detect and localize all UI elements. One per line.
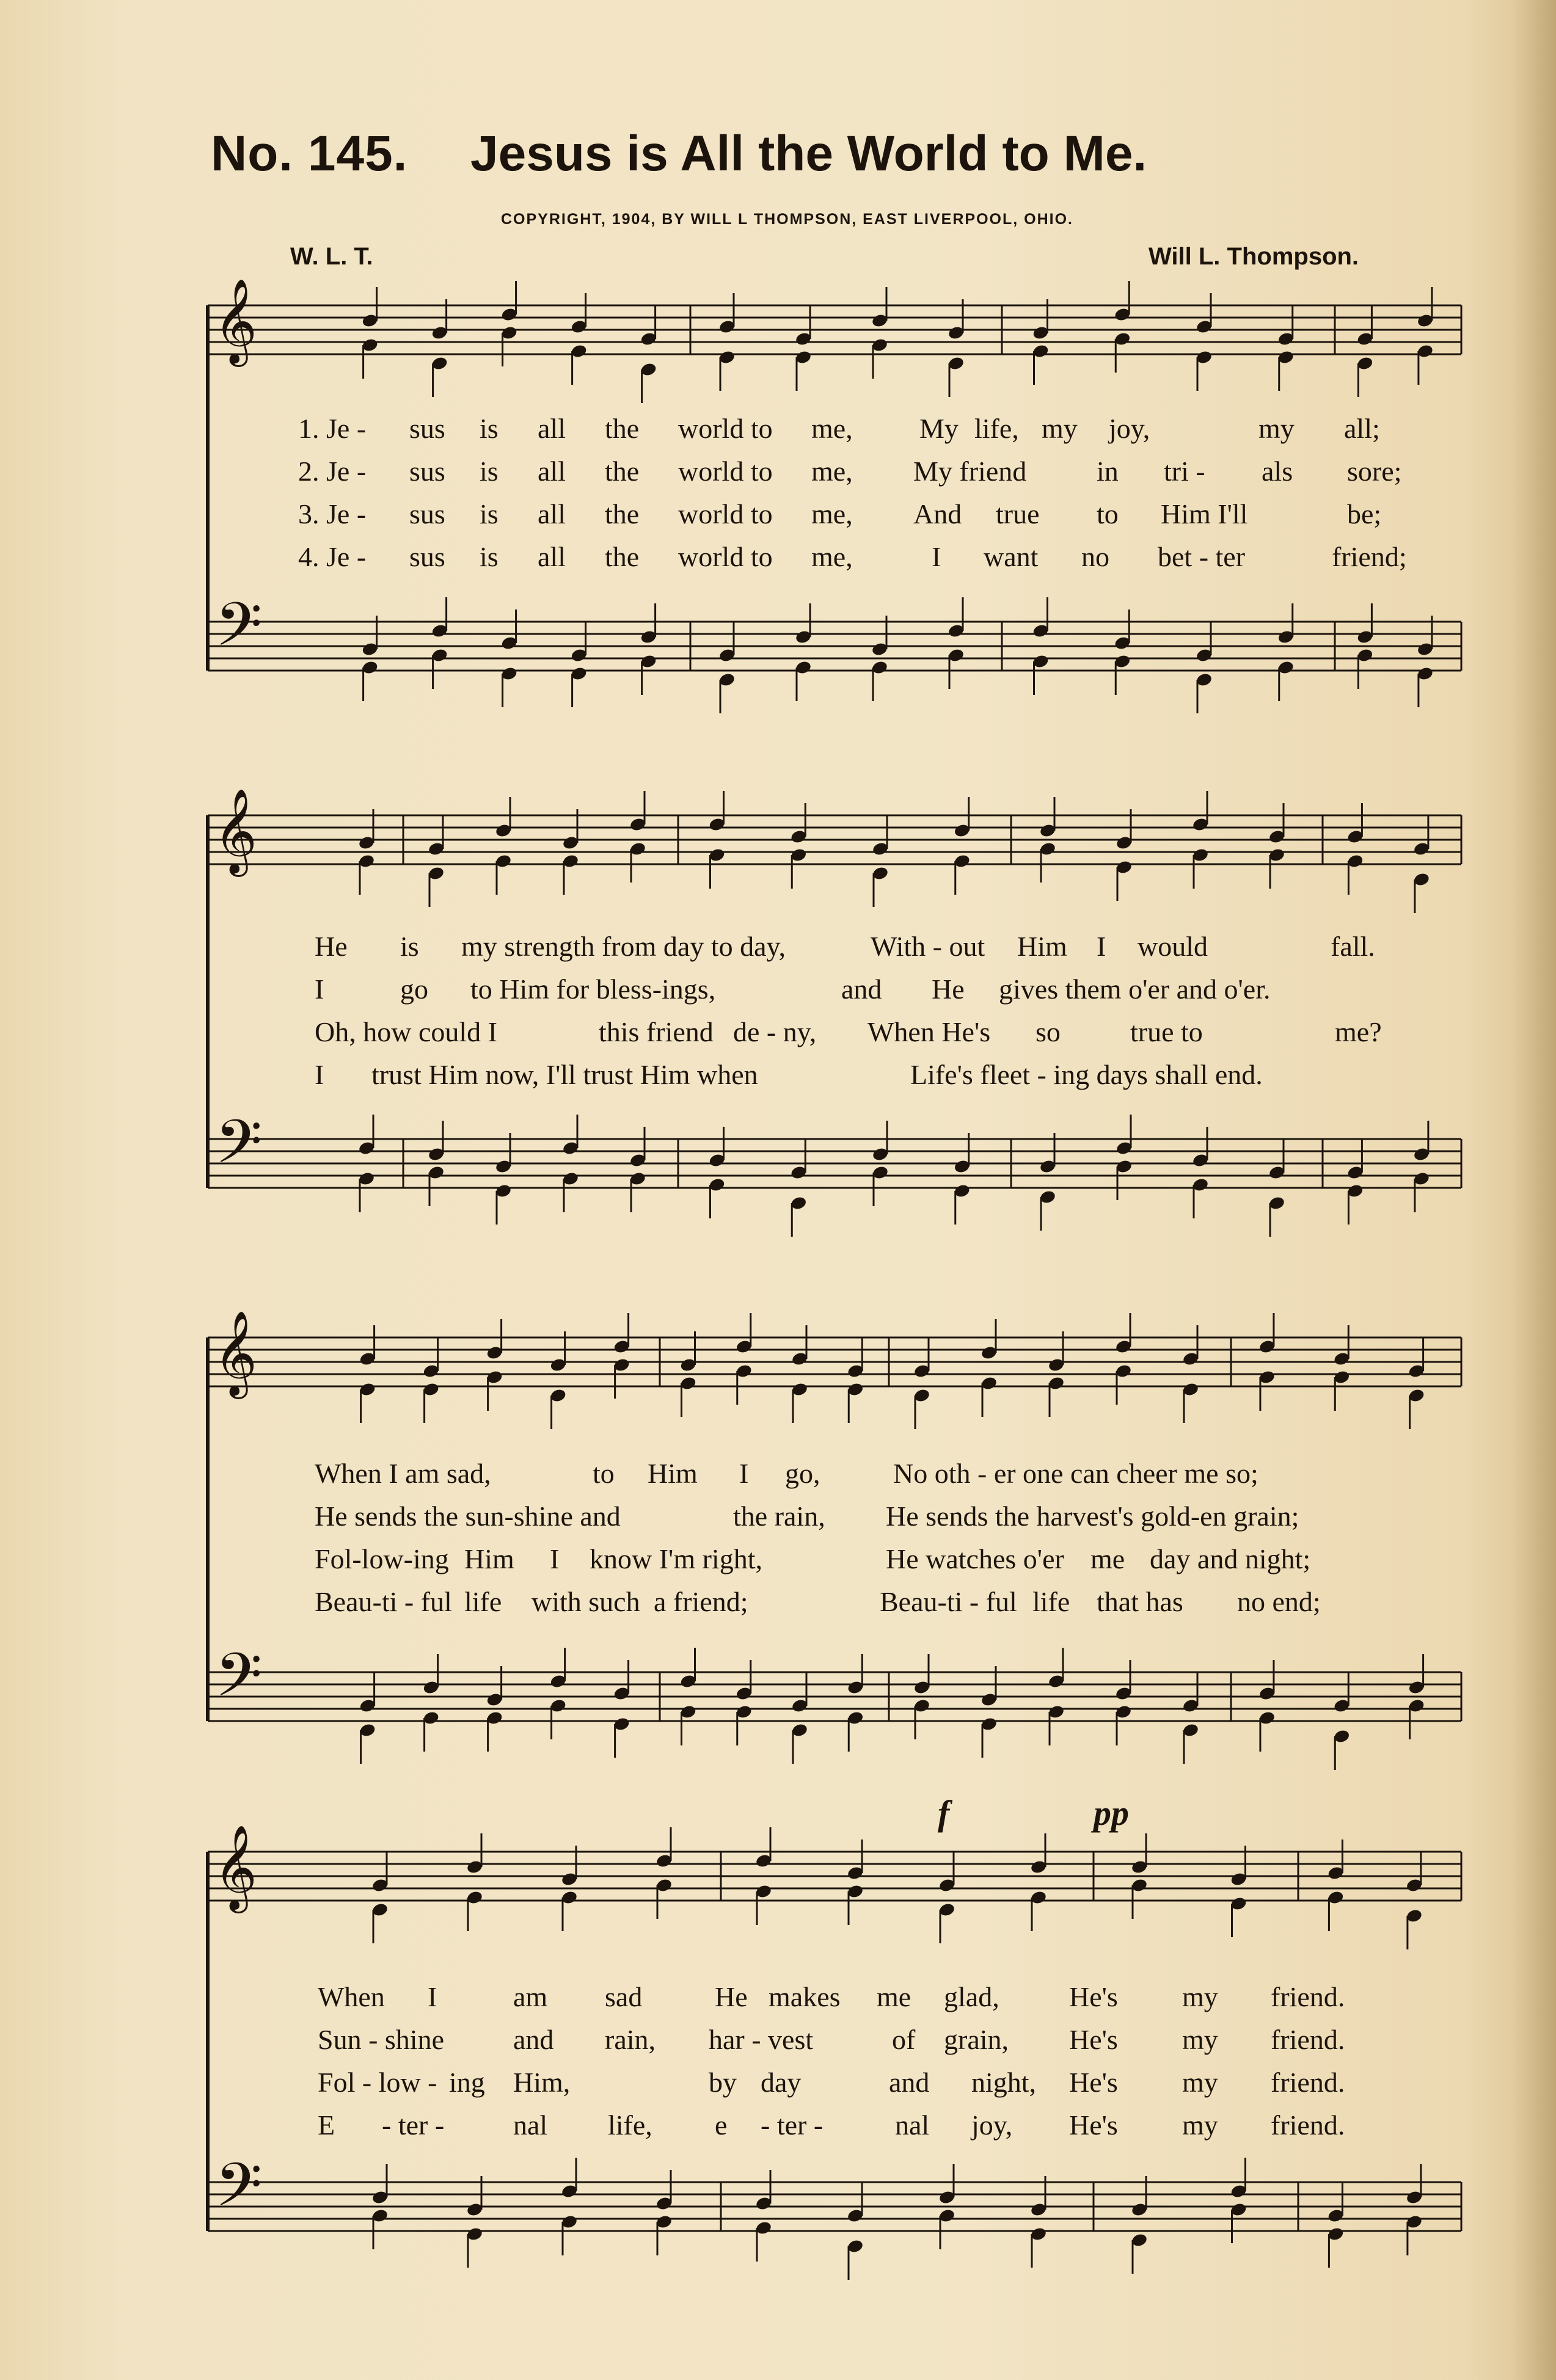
lyric-syllable: 4. Je - <box>298 541 367 572</box>
lyric-syllable: sus <box>409 498 445 529</box>
lyric-syllable: He's <box>1069 2067 1118 2098</box>
lyric-syllable: Fol-low-ing <box>315 1543 449 1574</box>
lyric-syllable: rain, <box>605 2024 656 2055</box>
lyric-syllable: am <box>513 1981 548 2012</box>
lyric-syllable: all <box>538 413 566 444</box>
lyric-syllable: Him I'll <box>1161 498 1248 529</box>
lyric-syllable: friend. <box>1271 1981 1345 2012</box>
lyric-syllable: a friend; <box>654 1586 748 1617</box>
lyric-syllable: the <box>605 413 640 444</box>
lyric-syllable: day <box>761 2067 802 2098</box>
lyric-syllable: life, <box>974 413 1019 444</box>
lyric-syllable: and <box>841 973 882 1005</box>
lyric-syllable: sad <box>605 1981 643 2012</box>
lyric-syllable: Fol - low - <box>318 2067 437 2098</box>
lyric-syllable: life <box>464 1586 502 1617</box>
lyric-syllable: I <box>315 1059 324 1090</box>
lyric-syllable: I <box>932 541 941 572</box>
lyric-syllable: all; <box>1344 413 1380 444</box>
lyric-syllable: me, <box>811 456 853 487</box>
lyric-syllable: joy, <box>1109 413 1150 444</box>
lyric-syllable: friend. <box>1271 2109 1345 2141</box>
lyric-syllable: is <box>400 931 419 962</box>
lyric-syllable: My <box>919 413 959 444</box>
bass-clef: 𝄢 <box>215 590 263 675</box>
lyric-syllable: my strength from day to day, <box>461 931 786 962</box>
lyric-syllable: the rain, <box>733 1501 825 1532</box>
lyric-syllable: want <box>984 541 1039 572</box>
lyric-syllable: He's <box>1069 1981 1118 2012</box>
lyric-syllable: I <box>550 1543 560 1574</box>
lyric-syllable: the <box>605 456 640 487</box>
lyric-syllable: no end; <box>1237 1586 1321 1617</box>
lyric-syllable: He <box>315 931 348 962</box>
lyric-syllable: When I am sad, <box>315 1458 491 1489</box>
lyric-syllable: joy, <box>971 2109 1013 2141</box>
treble-clef: 𝄞 <box>214 1311 257 1396</box>
lyric-syllable: my <box>1182 2067 1218 2098</box>
lyric-syllable: gives them o'er and o'er. <box>999 973 1271 1005</box>
treble-clef: 𝄞 <box>214 1825 257 1910</box>
lyric-syllable: day and night; <box>1150 1543 1311 1574</box>
lyric-syllable: He <box>932 973 965 1005</box>
lyric-syllable: the <box>605 498 640 529</box>
lyric-syllable: of <box>892 2024 916 2055</box>
lyric-syllable: me <box>1090 1543 1125 1574</box>
lyric-syllable: sus <box>409 456 445 487</box>
lyric-syllable: Him <box>464 1543 514 1574</box>
bass-clef: 𝄢 <box>215 2150 263 2235</box>
lyric-syllable: my <box>1182 2024 1218 2055</box>
lyric-syllable: I <box>315 973 324 1005</box>
lyric-syllable: this friend <box>599 1016 714 1047</box>
lyric-syllable: all <box>538 456 566 487</box>
lyric-syllable: With - out <box>871 931 985 962</box>
pianissimo-marking: pp <box>1094 1793 1129 1833</box>
lyric-syllable: friend. <box>1271 2067 1345 2098</box>
lyric-syllable: is <box>480 541 499 572</box>
lyric-syllable: go, <box>785 1458 820 1489</box>
treble-clef: 𝄞 <box>214 788 257 873</box>
lyric-syllable: fall. <box>1331 931 1375 962</box>
lyric-syllable: Him, <box>513 2067 571 2098</box>
lyric-syllable: life <box>1032 1586 1070 1617</box>
lyric-syllable: trust Him now, I'll trust Him when <box>371 1059 758 1090</box>
lyric-syllable: me? <box>1335 1016 1382 1047</box>
lyric-syllable: My friend <box>913 456 1027 487</box>
lyric-syllable: no <box>1081 541 1109 572</box>
lyric-syllable: would <box>1138 931 1208 962</box>
words-credit: W. L. T. <box>290 243 373 270</box>
lyric-syllable: to <box>593 1458 615 1489</box>
lyric-syllable: me, <box>811 498 853 529</box>
lyric-syllable: by <box>709 2067 737 2098</box>
lyric-syllable: I <box>739 1458 749 1489</box>
lyric-syllable: ing <box>449 2067 485 2098</box>
lyric-syllable: know I'm right, <box>590 1543 762 1574</box>
lyric-syllable: And <box>913 498 962 529</box>
lyric-syllable: me, <box>811 541 853 572</box>
lyric-syllable: makes <box>769 1981 841 2012</box>
lyric-syllable: me, <box>811 413 853 444</box>
lyric-syllable: E <box>318 2109 335 2141</box>
lyric-syllable: sore; <box>1347 456 1402 487</box>
forte-marking: f <box>938 1793 950 1833</box>
lyric-syllable: is <box>480 456 499 487</box>
lyric-syllable: go <box>400 973 428 1005</box>
lyric-syllable: nal <box>513 2109 548 2141</box>
music-credit: Will L. Thompson. <box>1149 243 1359 270</box>
lyric-syllable: 1. Je - <box>298 413 367 444</box>
lyric-syllable: world to <box>678 498 773 529</box>
lyric-syllable: friend; <box>1332 541 1407 572</box>
lyric-syllable: night, <box>971 2067 1037 2098</box>
lyric-syllable: e <box>715 2109 728 2141</box>
bass-clef: 𝄢 <box>215 1107 263 1192</box>
lyric-syllable: bet - ter <box>1158 541 1246 572</box>
lyric-syllable: He watches o'er <box>886 1543 1064 1574</box>
lyric-syllable: - ter - <box>761 2109 824 2141</box>
lyric-syllable: friend. <box>1271 2024 1345 2055</box>
lyric-syllable: is <box>480 498 499 529</box>
lyric-syllable: Oh, how could I <box>315 1016 497 1047</box>
lyric-syllable: 3. Je - <box>298 498 367 529</box>
lyric-syllable: I <box>428 1981 437 2012</box>
lyric-syllable: all <box>538 541 566 572</box>
lyric-syllable: the <box>605 541 640 572</box>
lyric-syllable: - ter - <box>382 2109 445 2141</box>
lyric-syllable: that has <box>1097 1586 1183 1617</box>
lyric-syllable: so <box>1036 1016 1061 1047</box>
lyric-syllable: He's <box>1069 2024 1118 2055</box>
lyric-syllable: Sun - shine <box>318 2024 444 2055</box>
lyric-syllable: When He's <box>867 1016 991 1047</box>
lyric-syllable: my <box>1258 413 1295 444</box>
lyric-syllable: my <box>1182 1981 1218 2012</box>
lyric-syllable: tri - <box>1164 456 1205 487</box>
lyric-syllable: grain, <box>944 2024 1009 2055</box>
lyric-syllable: me <box>877 1981 911 2012</box>
lyric-syllable: with such <box>531 1586 640 1617</box>
treble-clef: 𝄞 <box>214 278 257 363</box>
lyric-syllable: No oth - er one can cheer me so; <box>893 1458 1258 1489</box>
lyric-syllable: I <box>1097 931 1106 962</box>
lyric-syllable: He sends the sun-shine and <box>315 1501 621 1532</box>
lyric-syllable: life, <box>608 2109 652 2141</box>
lyric-syllable: glad, <box>944 1981 999 2012</box>
lyric-syllable: sus <box>409 413 445 444</box>
lyric-syllable: all <box>538 498 566 529</box>
lyric-syllable: true to <box>1130 1016 1203 1047</box>
lyric-syllable: Life's fleet - ing days shall end. <box>910 1059 1263 1090</box>
lyric-syllable: world to <box>678 413 773 444</box>
lyric-syllable: in <box>1097 456 1119 487</box>
lyric-syllable: de - ny, <box>733 1016 817 1047</box>
lyric-syllable: my <box>1182 2109 1218 2141</box>
lyric-syllable: als <box>1262 456 1293 487</box>
lyric-syllable: He sends the harvest's gold-en grain; <box>886 1501 1299 1532</box>
lyric-syllable: to Him for bless-ings, <box>470 973 716 1005</box>
bass-clef: 𝄢 <box>215 1640 263 1725</box>
lyric-syllable: He <box>715 1981 748 2012</box>
lyric-syllable: to <box>1097 498 1119 529</box>
lyric-syllable: nal <box>895 2109 930 2141</box>
lyric-syllable: He's <box>1069 2109 1118 2141</box>
lyric-syllable: and <box>889 2067 930 2098</box>
lyric-syllable: Him <box>648 1458 698 1489</box>
lyric-syllable: sus <box>409 541 445 572</box>
lyric-syllable: Beau-ti - ful <box>315 1586 452 1617</box>
lyric-syllable: har - vest <box>709 2024 814 2055</box>
lyric-syllable: be; <box>1347 498 1382 529</box>
hymn-title: Jesus is All the World to Me. <box>470 126 1147 181</box>
lyric-syllable: true <box>996 498 1040 529</box>
lyric-syllable: my <box>1042 413 1078 444</box>
lyric-syllable: is <box>480 413 499 444</box>
lyric-syllable: world to <box>678 456 773 487</box>
lyric-syllable: and <box>513 2024 554 2055</box>
lyric-syllable: 2. Je - <box>298 456 367 487</box>
hymn-number: No. 145. <box>211 126 408 181</box>
lyric-syllable: When <box>318 1981 385 2012</box>
lyric-syllable: Beau-ti - ful <box>880 1586 1017 1617</box>
lyric-syllable: Him <box>1017 931 1067 962</box>
lyric-syllable: world to <box>678 541 773 572</box>
copyright-notice: COPYRIGHT, 1904, BY WILL L THOMPSON, EAST LIVERPOOL, OHIO. <box>501 211 1073 228</box>
